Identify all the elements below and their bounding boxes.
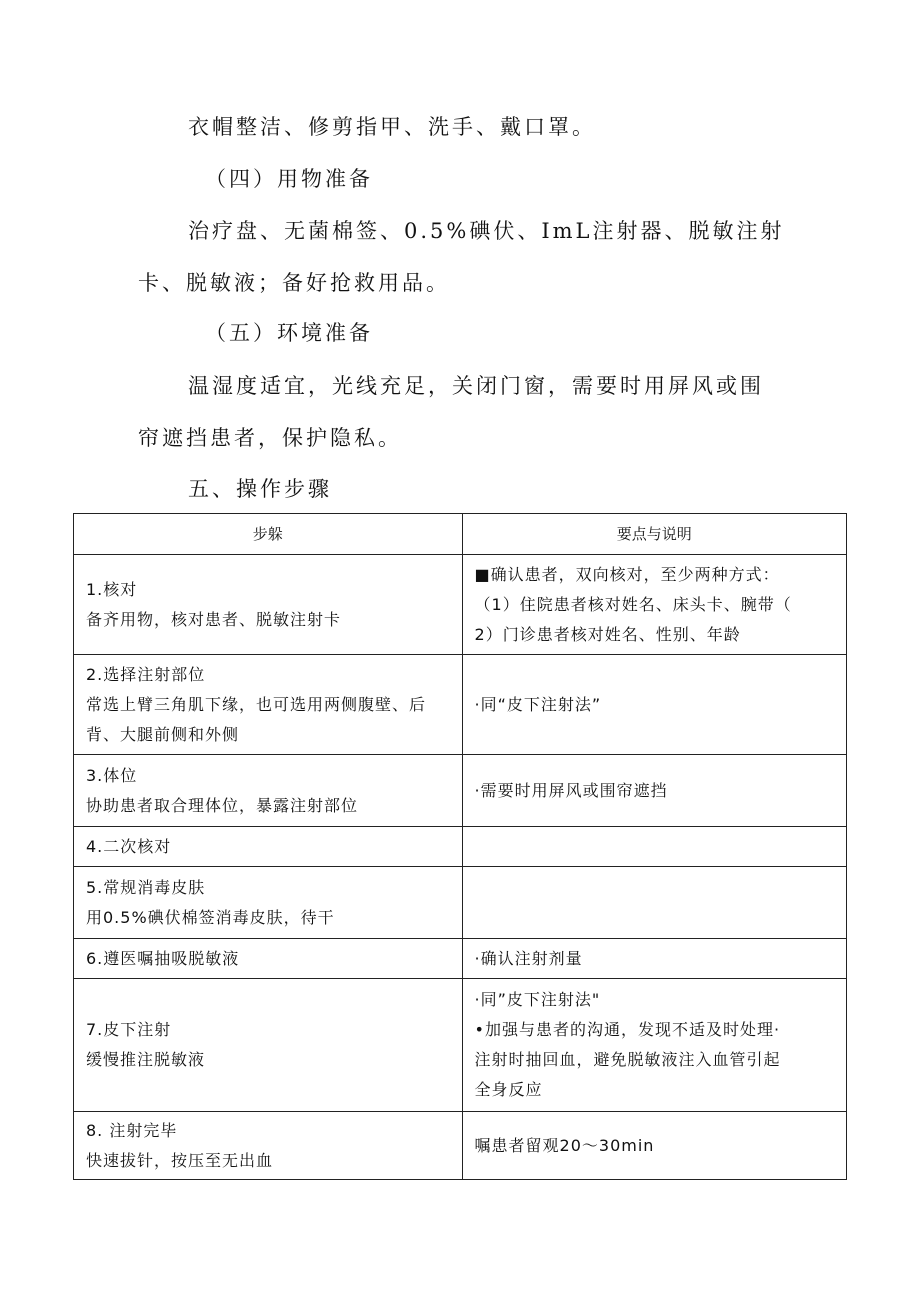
note-text: ■确认患者，双向核对，至少两种方式：	[474, 564, 780, 584]
note-text: •加强与患者的沟通，发现不适及时处理·	[474, 1020, 781, 1039]
table-row	[74, 979, 847, 1112]
step-text: 用0.5%碘伏棉签消毒皮肤，待干	[86, 907, 335, 927]
note-text: 注射时抽回血，避免脱敏液注入血管引起	[474, 1050, 781, 1069]
table-row	[74, 939, 847, 979]
paragraph-supplies-line2: 卡、脱敏液；备好抢救用品。	[138, 271, 450, 295]
note-text: （1）住院患者核对姓名、床头卡、腕带（	[474, 594, 792, 614]
steps-table	[73, 513, 847, 1180]
step-cell	[74, 655, 463, 755]
step-cell	[74, 979, 463, 1112]
step-title: 5.常规消毒皮肤	[86, 877, 206, 897]
table-header-row	[74, 514, 847, 555]
step-cell	[74, 1112, 463, 1180]
step-title: 6.遵医嘱抽吸脱敏液	[86, 948, 240, 968]
paragraph-supplies-line1: 治疗盘、无菌棉签、0.5%碘伏、ImL注射器、脱敏注射	[188, 219, 785, 243]
step-title: 8. 注射完毕	[86, 1120, 178, 1140]
note-cell	[462, 939, 846, 979]
table-row	[74, 755, 847, 827]
table-row	[74, 655, 847, 755]
note-cell	[462, 755, 846, 827]
paragraph-environment-line1: 温湿度适宜，光线充足，关闭门窗，需要时用屏风或围	[188, 374, 764, 398]
note-cell	[462, 1112, 846, 1180]
step-cell	[74, 755, 463, 827]
note-text: ·确认注射剂量	[474, 948, 583, 968]
table-row	[74, 555, 847, 655]
heading-environment: （五）环境准备	[205, 321, 373, 345]
section-title-steps: 五、操作步骤	[188, 477, 332, 501]
note-text: ·同“皮下注射法”	[474, 694, 602, 714]
note-text: ·需要时用屏风或围帘遮挡	[474, 780, 668, 800]
header-steps: 步躲	[74, 514, 463, 555]
step-cell	[74, 555, 463, 655]
step-title: 4.二次核对	[86, 836, 172, 856]
step-title: 2.选择注射部位	[86, 664, 206, 684]
note-cell	[462, 867, 846, 939]
step-text: 快速拔针，按压至无出血	[86, 1150, 274, 1170]
note-cell	[462, 827, 846, 867]
step-title: 1.核对	[86, 579, 138, 599]
table-row	[74, 867, 847, 939]
step-text: 常选上臂三角肌下缘，也可选用两侧腹壁、后	[86, 694, 427, 714]
paragraph-dress: 衣帽整洁、修剪指甲、洗手、戴口罩。	[188, 115, 596, 139]
step-cell	[74, 867, 463, 939]
step-text: 缓慢推注脱敏液	[86, 1050, 206, 1069]
note-cell	[462, 655, 846, 755]
header-notes: 要点与说明	[462, 514, 846, 555]
step-cell	[74, 827, 463, 867]
note-cell	[462, 555, 846, 655]
note-text: 嘱患者留观20～30min	[474, 1135, 655, 1155]
step-cell	[74, 939, 463, 979]
step-text: 背、大腿前侧和外侧	[86, 724, 240, 744]
note-text: 全身反应	[474, 1080, 543, 1099]
step-text: 备齐用物，核对患者、脱敏注射卡	[86, 609, 342, 629]
paragraph-environment-line2: 帘遮挡患者，保护隐私。	[138, 426, 402, 450]
note-text: ·同”皮下注射法"	[474, 990, 601, 1009]
step-title: 7.皮下注射	[86, 1020, 172, 1039]
heading-supplies: （四）用物准备	[205, 167, 373, 191]
step-title: 3.体位	[86, 765, 138, 785]
table-row	[74, 1112, 847, 1180]
step-text: 协助患者取合理体位，暴露注射部位	[86, 795, 359, 815]
table-row	[74, 827, 847, 867]
note-cell	[462, 979, 846, 1112]
note-text: 2）门诊患者核对姓名、性别、年龄	[474, 624, 741, 644]
